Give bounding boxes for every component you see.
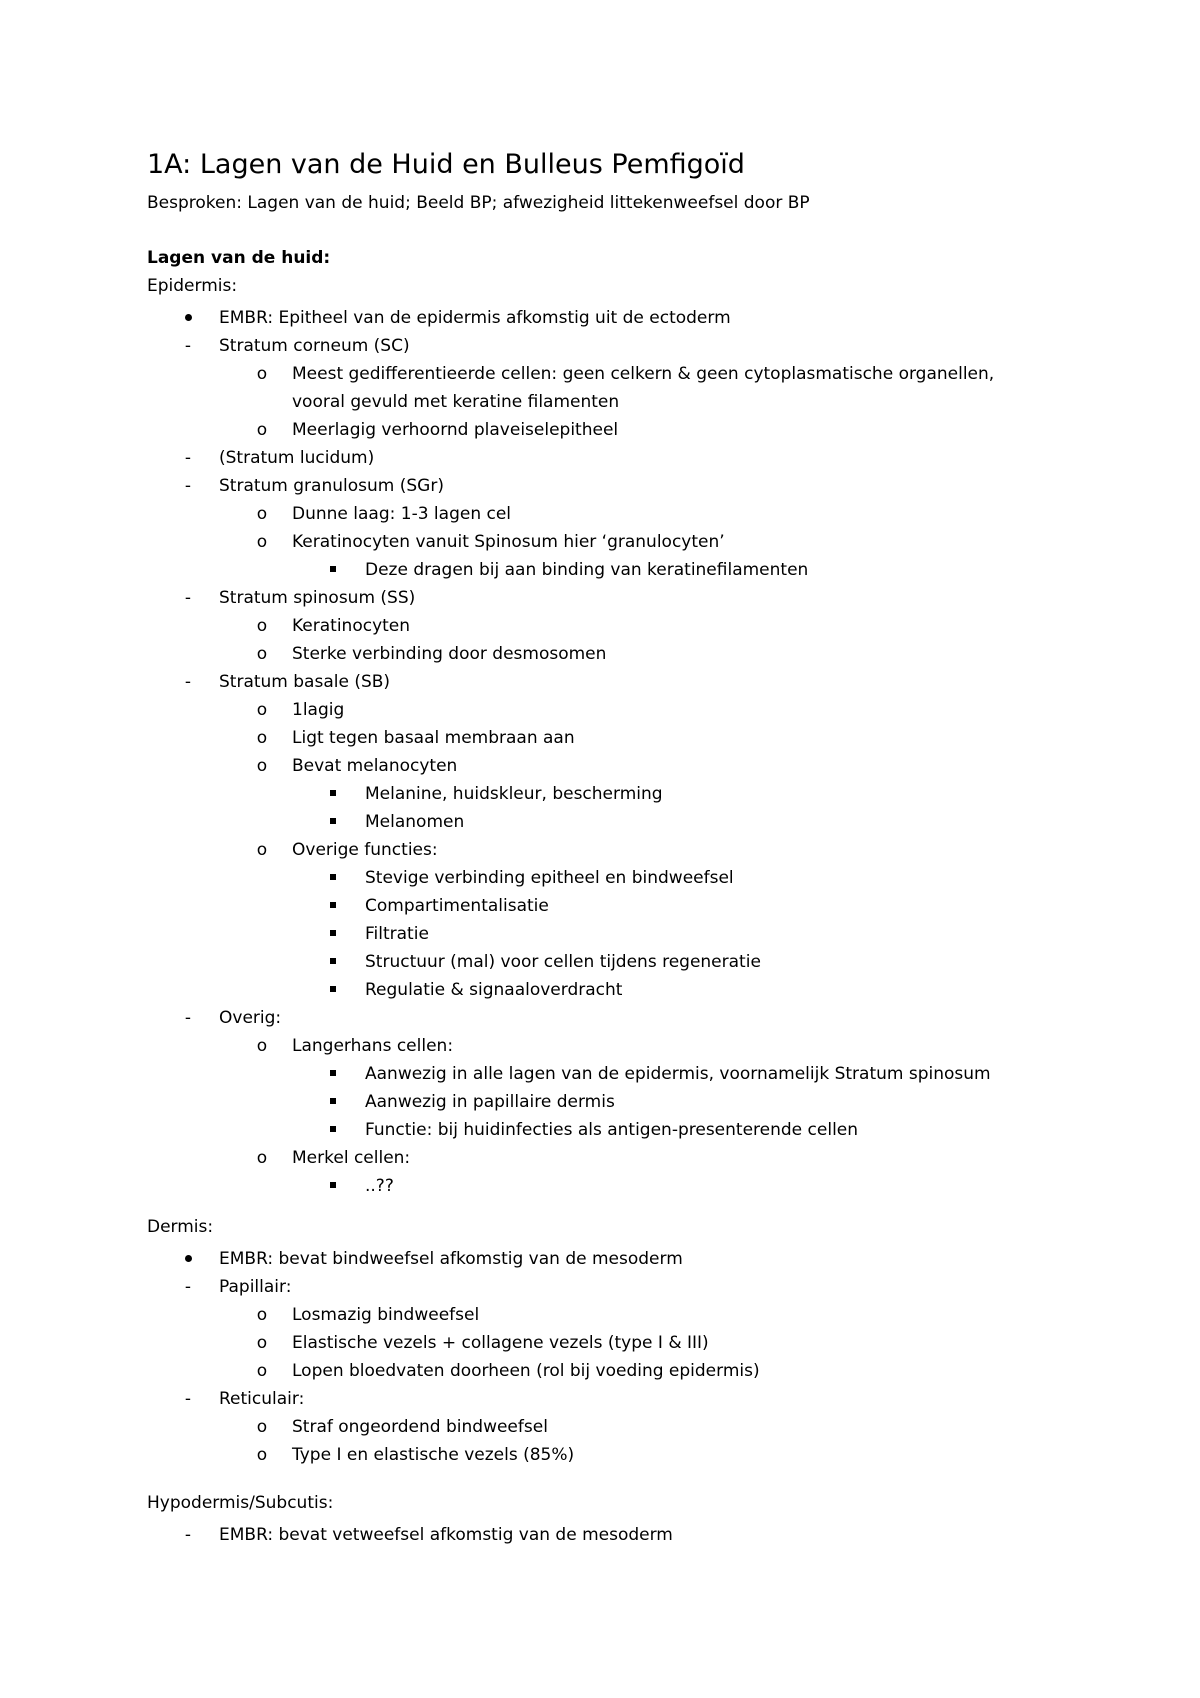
circle-bullet-icon: o xyxy=(256,700,268,720)
square-bullet-icon xyxy=(323,920,343,948)
list-item xyxy=(0,1144,1200,1172)
list-item-text: Structuur (mal) voor cellen tijdens regeneratie xyxy=(365,952,761,972)
list-item-text: Losmazig bindweefsel xyxy=(292,1305,480,1325)
list-item xyxy=(0,808,1200,836)
document-subtitle: Besproken: Lagen van de huid; Beeld BP; afwezigheid littekenweefsel door BP xyxy=(147,193,810,213)
list-item-text: EMBR: Epitheel van de epidermis afkomstig uit de ectoderm xyxy=(219,308,731,328)
list-item-text: Deze dragen bij aan binding van keratinefilamenten xyxy=(365,560,809,580)
list-item-text: Ligt tegen basaal membraan aan xyxy=(292,728,575,748)
dermis-list xyxy=(0,1245,1200,1469)
list-item xyxy=(0,1357,1200,1385)
list-item-text: 1lagig xyxy=(292,700,345,720)
list-item-text: Keratinocyten vanuit Spinosum hier ‘granulocyten’ xyxy=(292,532,725,552)
circle-bullet-icon: o xyxy=(256,728,268,748)
dash-bullet-icon: - xyxy=(184,1008,192,1028)
list-item-text: Meerlagig verhoornd plaveiselepitheel xyxy=(292,420,619,440)
square-bullet-icon xyxy=(323,948,343,976)
list-item-text: Straf ongeordend bindweefsel xyxy=(292,1417,548,1437)
list-item-text: Functie: bij huidinfecties als antigen-presenterende cellen xyxy=(365,1120,859,1140)
list-item xyxy=(0,1088,1200,1116)
document-title: 1A: Lagen van de Huid en Bulleus Pemfigoïd xyxy=(147,149,745,180)
list-item-text: Reticulair: xyxy=(219,1389,305,1409)
hypodermis-list xyxy=(0,1521,1200,1549)
circle-bullet-icon: o xyxy=(256,532,268,552)
list-item xyxy=(0,1116,1200,1144)
circle-bullet-icon: o xyxy=(256,504,268,524)
square-bullet-icon xyxy=(323,1116,343,1144)
list-item xyxy=(0,528,1200,556)
list-item xyxy=(0,332,1200,360)
list-item-text: EMBR: bevat vetweefsel afkomstig van de mesoderm xyxy=(219,1525,673,1545)
list-item xyxy=(0,1172,1200,1200)
square-bullet-icon xyxy=(323,780,343,808)
section-heading-epidermis: Epidermis: xyxy=(147,276,238,296)
section-heading-dermis: Dermis: xyxy=(147,1217,214,1237)
list-item-text: Meest gedifferentieerde cellen: geen celkern & geen cytoplasmatische organellen, vooral gevuld met keratine filamenten xyxy=(292,364,995,412)
list-item xyxy=(0,864,1200,892)
list-item-text: Lopen bloedvaten doorheen (rol bij voeding epidermis) xyxy=(292,1361,760,1381)
list-item-text: ..?? xyxy=(365,1176,394,1196)
list-item-text: Stratum corneum (SC) xyxy=(219,336,410,356)
bullet-icon xyxy=(178,1245,198,1273)
list-item-text: Overige functies: xyxy=(292,840,438,860)
list-item xyxy=(0,892,1200,920)
circle-bullet-icon: o xyxy=(256,644,268,664)
list-item-text: Langerhans cellen: xyxy=(292,1036,454,1056)
bullet-icon xyxy=(178,304,198,332)
list-item xyxy=(0,1004,1200,1032)
list-item xyxy=(0,696,1200,724)
list-item xyxy=(0,780,1200,808)
list-item xyxy=(0,612,1200,640)
list-item-text: Elastische vezels + collagene vezels (type I & III) xyxy=(292,1333,709,1353)
list-item-text: Regulatie & signaaloverdracht xyxy=(365,980,623,1000)
square-bullet-icon xyxy=(323,976,343,1004)
epidermis-list xyxy=(0,304,1200,1200)
square-bullet-icon xyxy=(323,1088,343,1116)
list-item xyxy=(0,724,1200,752)
list-item xyxy=(0,976,1200,1004)
list-item-text: Papillair: xyxy=(219,1277,292,1297)
list-item-text: Stratum granulosum (SGr) xyxy=(219,476,444,496)
list-item xyxy=(0,920,1200,948)
list-item xyxy=(0,948,1200,976)
circle-bullet-icon: o xyxy=(256,756,268,776)
list-item xyxy=(0,584,1200,612)
list-item xyxy=(0,1245,1200,1273)
square-bullet-icon xyxy=(323,556,343,584)
dash-bullet-icon: - xyxy=(184,336,192,356)
list-item xyxy=(0,416,1200,444)
dash-bullet-icon: - xyxy=(184,1277,192,1297)
list-item xyxy=(0,556,1200,584)
list-item xyxy=(0,472,1200,500)
list-item xyxy=(0,1329,1200,1357)
list-item-text: Aanwezig in alle lagen van de epidermis, voornamelijk Stratum spinosum xyxy=(365,1064,991,1084)
list-item-text: Stevige verbinding epitheel en bindweefsel xyxy=(365,868,734,888)
square-bullet-icon xyxy=(323,1060,343,1088)
list-item xyxy=(0,752,1200,780)
section-heading-lagen: Lagen van de huid: xyxy=(147,248,331,268)
circle-bullet-icon: o xyxy=(256,420,268,440)
section-heading-hypodermis: Hypodermis/Subcutis: xyxy=(147,1493,334,1513)
list-item-text: Melanine, huidskleur, bescherming xyxy=(365,784,663,804)
list-item xyxy=(0,1413,1200,1441)
list-item xyxy=(0,1385,1200,1413)
list-item-text: Merkel cellen: xyxy=(292,1148,411,1168)
list-item xyxy=(0,304,1200,332)
list-item-text: Melanomen xyxy=(365,812,465,832)
list-item xyxy=(0,1060,1200,1088)
list-item xyxy=(0,360,1200,416)
square-bullet-icon xyxy=(323,864,343,892)
circle-bullet-icon: o xyxy=(256,1445,268,1465)
circle-bullet-icon: o xyxy=(256,840,268,860)
dash-bullet-icon: - xyxy=(184,448,192,468)
list-item xyxy=(0,836,1200,864)
list-item-text: Dunne laag: 1-3 lagen cel xyxy=(292,504,512,524)
list-item-text: Type I en elastische vezels (85%) xyxy=(292,1445,575,1465)
circle-bullet-icon: o xyxy=(256,1148,268,1168)
circle-bullet-icon: o xyxy=(256,1333,268,1353)
circle-bullet-icon: o xyxy=(256,1361,268,1381)
dash-bullet-icon: - xyxy=(184,1525,192,1545)
list-item-text: (Stratum lucidum) xyxy=(219,448,375,468)
square-bullet-icon xyxy=(323,1172,343,1200)
list-item xyxy=(0,668,1200,696)
dash-bullet-icon: - xyxy=(184,588,192,608)
list-item-text: Sterke verbinding door desmosomen xyxy=(292,644,607,664)
dash-bullet-icon: - xyxy=(184,672,192,692)
circle-bullet-icon: o xyxy=(256,616,268,636)
list-item-text: Stratum spinosum (SS) xyxy=(219,588,416,608)
list-item xyxy=(0,1273,1200,1301)
list-item-text: Overig: xyxy=(219,1008,282,1028)
square-bullet-icon xyxy=(323,892,343,920)
list-item xyxy=(0,1521,1200,1549)
list-item-text: Stratum basale (SB) xyxy=(219,672,391,692)
dash-bullet-icon: - xyxy=(184,1389,192,1409)
list-item xyxy=(0,444,1200,472)
circle-bullet-icon: o xyxy=(256,1417,268,1437)
list-item-text: EMBR: bevat bindweefsel afkomstig van de mesoderm xyxy=(219,1249,683,1269)
circle-bullet-icon: o xyxy=(256,1036,268,1056)
list-item-text: Filtratie xyxy=(365,924,429,944)
dash-bullet-icon: - xyxy=(184,476,192,496)
circle-bullet-icon: o xyxy=(256,1305,268,1325)
circle-bullet-icon: o xyxy=(256,364,268,384)
list-item xyxy=(0,1032,1200,1060)
list-item xyxy=(0,640,1200,668)
square-bullet-icon xyxy=(323,808,343,836)
list-item xyxy=(0,1301,1200,1329)
list-item-text: Aanwezig in papillaire dermis xyxy=(365,1092,615,1112)
list-item xyxy=(0,1441,1200,1469)
list-item xyxy=(0,500,1200,528)
list-item-text: Compartimentalisatie xyxy=(365,896,549,916)
list-item-text: Keratinocyten xyxy=(292,616,411,636)
list-item-text: Bevat melanocyten xyxy=(292,756,458,776)
